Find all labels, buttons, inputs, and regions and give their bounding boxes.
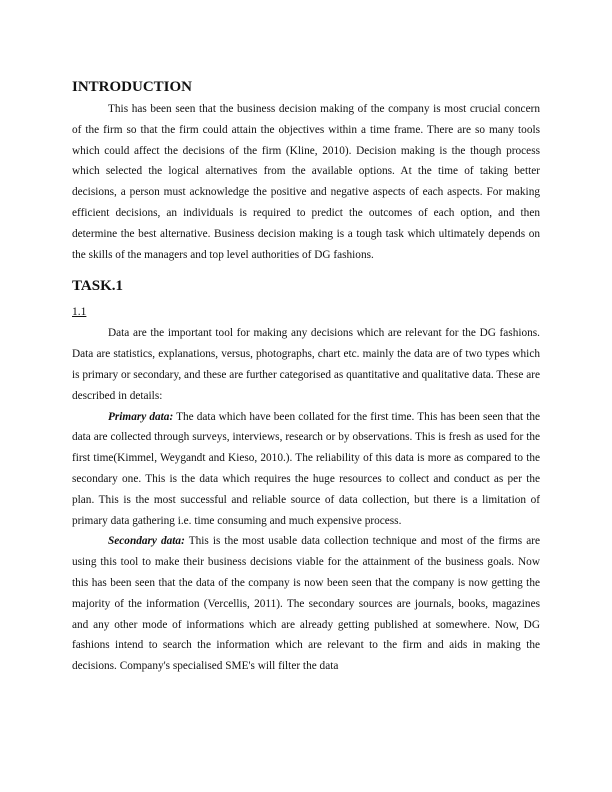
secondary-data-label: Secondary data:	[108, 535, 185, 548]
primary-data-label: Primary data:	[108, 410, 174, 423]
subsection-heading: 1.1	[72, 306, 87, 319]
data-intro-paragraph: Data are the important tool for making any decisions which are relevant for the DG fashions. Data are statistics, explanations, versus, photographs, chart etc. mainly the data are of two types which is primary or secondary, and these are further categorised as quantitative and qualitative data. These are described in details:	[72, 327, 540, 402]
secondary-data-text: This is the most usable data collection technique and most of the firms are using this tool to make their business decisions viable for the attainment of the business goals. Now this has been seen that the data of the company is now been seen that the company is now getting the majority of the information (Vercellis, 2011). The secondary sources are journals, books, magazines and any other mode of informations which are already getting published at somewhere. Now, DG fashions intend to search the information which are relevant to the firm and aids in making the decisions. Company's specialised SME's will filter the data	[72, 535, 541, 673]
secondary-data-paragraph	[72, 531, 540, 677]
introduction-paragraph: This has been seen that the business decision making of the company is most crucial concern of the firm so that the firm could attain the objectives within a time frame. There are so many tools which could affect the decisions of the firm (Kline, 2010). Decision making is the though process which selected the logical alternatives from the available options. At the time of taking better decisions, a person must acknowledge the positive and negative aspects of each aspects. For making efficient decisions, an individuals is required to predict the outcomes of each option, and then determine the best alternative. Business decision making is a tough task which ultimately depends on the skills of the managers and top level authorities of DG fashions.	[72, 103, 540, 261]
primary-data-paragraph	[72, 407, 540, 532]
introduction-heading: INTRODUCTION	[72, 79, 193, 95]
page-content	[72, 78, 540, 677]
primary-data-text: The data which have been collated for the first time. This has been seen that the data are collected through surveys, interviews, research or by observations. This is fresh as used for the first time(Kimmel, Weygandt and Kieso, 2010.). The reliability of this data is more as compared to the secondary one. This is the data which requires the huge resources to collect and conduct as per the plan. This is the most successful and reliable source of data collection, but there is a limitation of primary data gathering i.e. time consuming and much expensive process.	[72, 410, 540, 527]
task-heading: TASK.1	[72, 278, 123, 295]
